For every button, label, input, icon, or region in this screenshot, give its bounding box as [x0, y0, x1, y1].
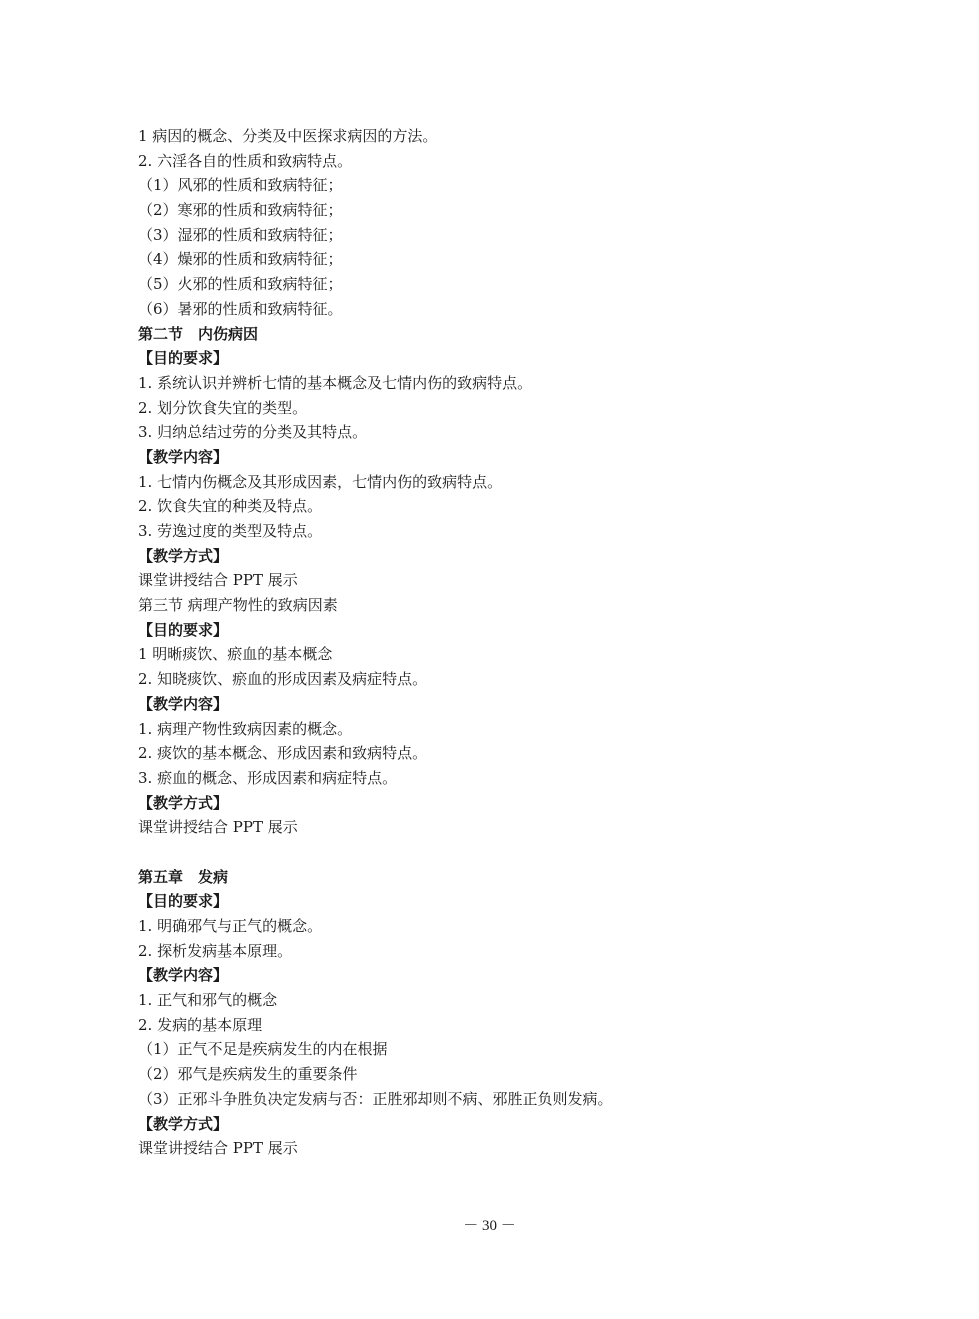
text-line: （6）暑邪的性质和致病特征。: [138, 299, 343, 318]
content-item: 3. 瘀血的概念、形成因素和病症特点。: [138, 768, 398, 787]
content-item: 1. 病理产物性致病因素的概念。: [138, 719, 353, 738]
goal-item: 1. 系统认识并辨析七情的基本概念及七情内伤的致病特点。: [138, 373, 533, 392]
text-line: （2）寒邪的性质和致病特征；: [138, 201, 343, 220]
content-item: 2. 饮食失宜的种类及特点。: [138, 497, 323, 516]
chapter-title: 第五章 发病: [138, 867, 229, 886]
method-heading: 【教学方式】: [138, 793, 229, 812]
page-number: － 30 －: [463, 1218, 516, 1234]
method-text: 课堂讲授结合 PPT 展示: [138, 571, 298, 590]
goal-item: 3. 归纳总结过劳的分类及其特点。: [138, 423, 368, 442]
text-line: （3）湿邪的性质和致病特征；: [138, 225, 343, 244]
text-line: 2. 六淫各自的性质和致病特点。: [138, 151, 353, 170]
goal-heading: 【目的要求】: [138, 620, 229, 639]
goal-item: 1 明晰痰饮、瘀血的基本概念: [138, 645, 333, 664]
method-heading: 【教学方式】: [138, 1114, 229, 1133]
content-item: 1. 正气和邪气的概念: [138, 991, 278, 1010]
method-text: 课堂讲授结合 PPT 展示: [138, 1139, 298, 1158]
content-item: 2. 发病的基本原理: [138, 1015, 263, 1034]
goal-item: 2. 探析发病基本原理。: [138, 941, 293, 960]
content-heading: 【教学内容】: [138, 694, 229, 713]
goal-item: 2. 知晓痰饮、瘀血的形成因素及病症特点。: [138, 670, 428, 689]
method-heading: 【教学方式】: [138, 546, 229, 565]
section-title: 第二节 内伤病因: [138, 324, 259, 343]
content-heading: 【教学内容】: [138, 447, 229, 466]
content-item: 2. 痰饮的基本概念、形成因素和致病特点。: [138, 744, 428, 763]
content-item: （3）正邪斗争胜负决定发病与否：正胜邪却则不病、邪胜正负则发病。: [138, 1089, 613, 1108]
goal-heading: 【目的要求】: [138, 349, 229, 368]
page-content: [138, 124, 858, 1161]
goal-item: 2. 划分饮食失宜的类型。: [138, 398, 308, 417]
content-item: （1）正气不足是疾病发生的内在根据: [138, 1040, 388, 1059]
content-item: 1. 七情内伤概念及其形成因素，七情内伤的致病特点。: [138, 472, 503, 491]
text-line: （1）风邪的性质和致病特征；: [138, 176, 343, 195]
content-item: 3. 劳逸过度的类型及特点。: [138, 522, 323, 540]
content-heading: 【教学内容】: [138, 966, 229, 985]
goal-item: 1. 明确邪气与正气的概念。: [138, 917, 323, 935]
method-text: 课堂讲授结合 PPT 展示: [138, 818, 298, 837]
content-item: （2）邪气是疾病发生的重要条件: [138, 1065, 358, 1084]
blank-line: [138, 840, 858, 865]
section-title: 第三节 病理产物性的致病因素: [138, 596, 338, 615]
text-line: 1 病因的概念、分类及中医探求病因的方法。: [138, 127, 438, 145]
text-line: （5）火邪的性质和致病特征；: [138, 275, 343, 294]
goal-heading: 【目的要求】: [138, 892, 229, 911]
text-line: （4）燥邪的性质和致病特征；: [138, 250, 343, 269]
